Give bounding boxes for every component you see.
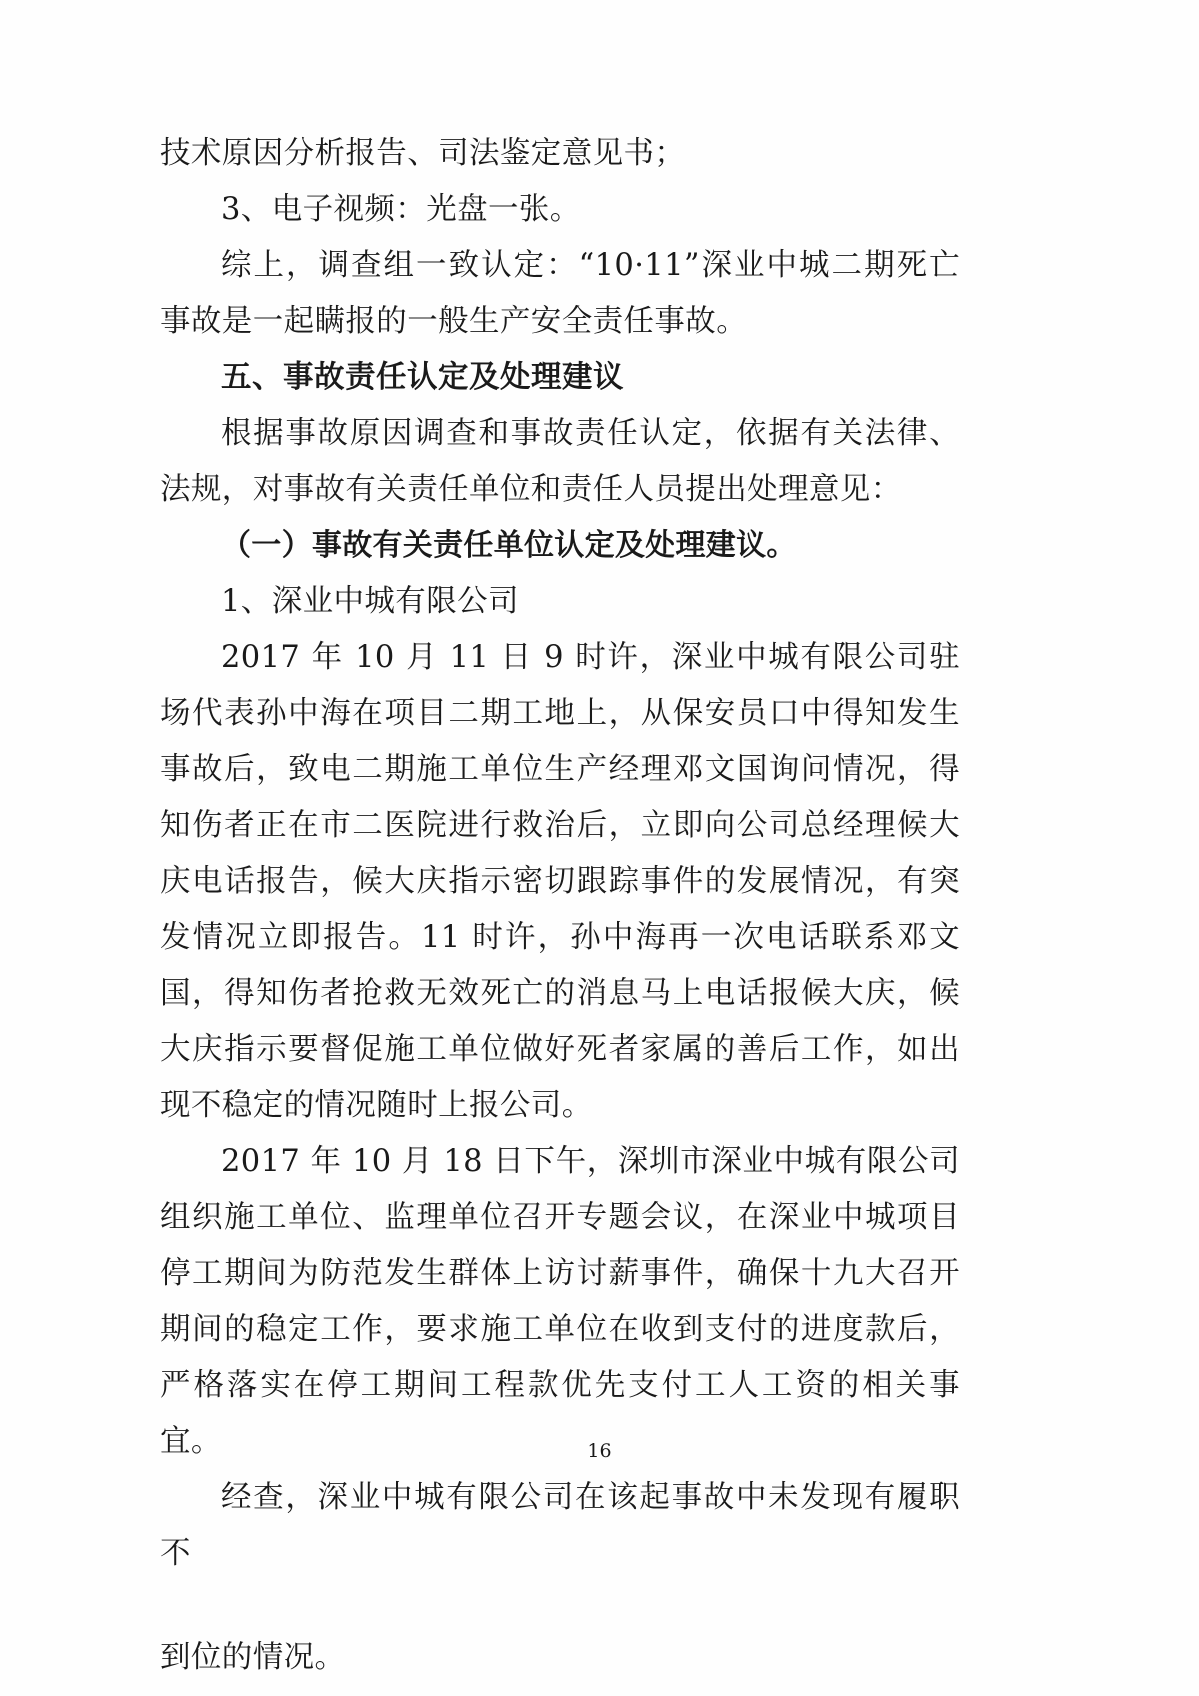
paragraph-continuation-text: 到位的情况。 (160, 1640, 346, 1675)
paragraph-company-name: 1、深业中城有限公司 (221, 584, 519, 619)
paragraph-incident-timeline: 2017 年 10 月 11 日 9 时许，深业中城有限公司驻场代表孙中海在项目二期工地上，从保安员口中得知发生事故后，致电二期施工单位生产经理邓文国询问情况，得知伤者正在市二医院进行救治后，立即向公司总经理候大庆电话报告，候大庆指示密切跟踪事件的发展情况，有突发情况立即报告。11 时许，孙中海再一次电话联系邓文国，得知伤者抢救无效死亡的消息马上电话报候大庆，候大庆指示要督促施工单位做好死者家属的善后工作，如出现不稳定的情况随时上报公司。 (160, 640, 960, 1123)
paragraph-electronic-video: 3、电子视频：光盘一张。 (221, 192, 581, 227)
subsection-heading-one: （一）事故有关责任单位认定及处理建议。 (221, 528, 797, 563)
paragraph-investigation-finding: 经查，深业中城有限公司在该起事故中未发现有履职不 (160, 1480, 960, 1571)
paragraph-meeting-october-18: 2017 年 10 月 18 日下午，深圳市深业中城有限公司组织施工单位、监理单位召开专题会议，在深业中城项目停工期间为防范发生群体上访讨薪事件，确保十九大召开期间的稳定工作，要求施工单位在收到支付的进度款后，严格落实在停工期间工程款优先支付工人工资的相关事宜。 (160, 1144, 960, 1459)
page-number: 16 (587, 1440, 612, 1462)
paragraph-continuation (160, 1630, 960, 1686)
section-heading-five: 五、事故责任认定及处理建议 (221, 360, 624, 395)
paragraph-conclusion: 综上，调查组一致认定：“10·11”深业中城二期死亡事故是一起瞒报的一般生产安全责任事故。 (160, 248, 960, 339)
paragraph-technical-report: 技术原因分析报告、司法鉴定意见书； (160, 136, 686, 171)
paragraph-basis-of-opinion: 根据事故原因调查和事故责任认定，依据有关法律、法规，对事故有关责任单位和责任人员提出处理意见： (160, 416, 960, 507)
page-body (160, 126, 960, 1582)
